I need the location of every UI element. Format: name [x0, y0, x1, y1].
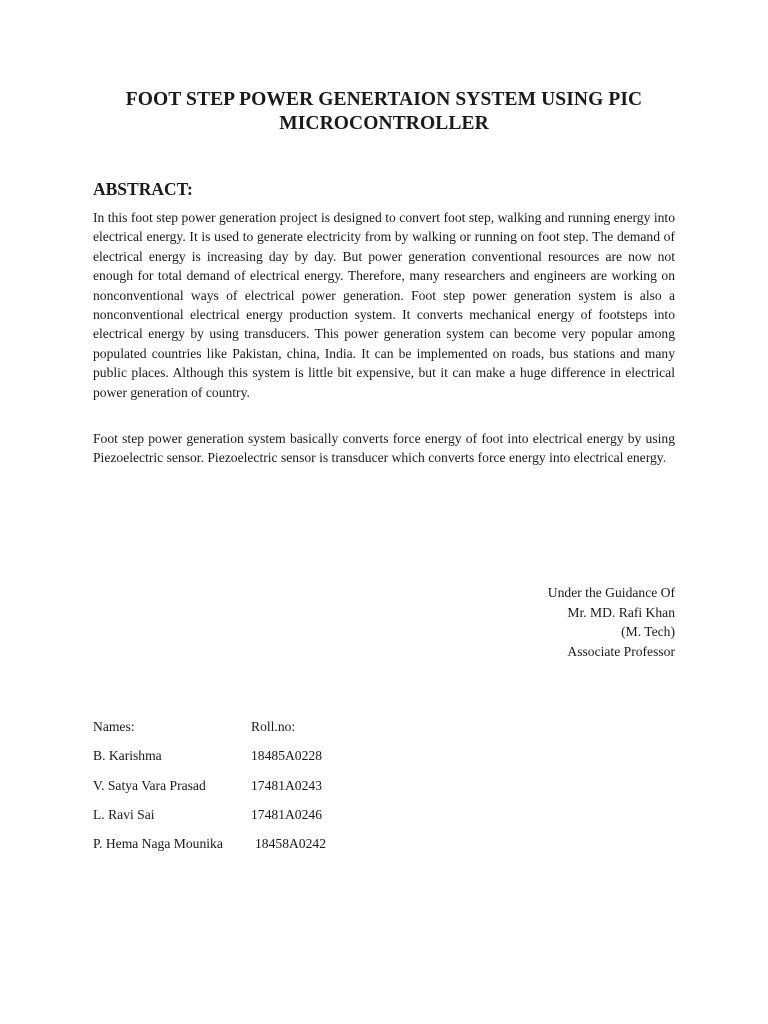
student-roll-number: 18485A0228 [251, 748, 322, 764]
abstract-paragraph-1: In this foot step power generation project is designed to convert foot step, walking and running energy into electrical energy. It is used to generate electricity from by walking or running on foot step. The demand of electrical energy is increasing day by day. But power generation conventional resources are now not enough for total demand of electrical energy. Therefore, many researchers and engineers are working on nonconventional ways of electrical power generation. Foot step power generation system is also a nonconventional electrical energy production system. It converts mechanical energy of footsteps into electrical energy by using transducers. This power generation system can become very popular among populated countries like Pakistan, china, India. It can be implemented on roads, bus stations and many public places. Although this system is little bit expensive, but it can make a huge difference in electrical power generation of country. [93, 210, 675, 400]
student-roll-number: 17481A0246 [251, 806, 322, 822]
roster-header-row [93, 717, 493, 746]
student-name: B. Karishma [93, 748, 162, 764]
student-name: L. Ravi Sai [93, 806, 155, 822]
abstract-heading: ABSTRACT: [93, 179, 193, 199]
guide-designation: Associate Professor [567, 643, 675, 659]
student-name: P. Hema Naga Mounika [93, 836, 223, 852]
roll-column-header: Roll.no: [251, 719, 296, 734]
student-row [93, 805, 493, 834]
student-row [93, 776, 493, 805]
student-name: V. Satya Vara Prasad [93, 777, 206, 793]
guidance-caption: Under the Guidance Of [547, 585, 675, 600]
title-line-2: MICROCONTROLLER [279, 113, 489, 134]
student-roll-number: 17481A0243 [251, 777, 322, 793]
student-roll-number: 18458A0242 [255, 836, 326, 852]
student-roster [93, 717, 493, 863]
guide-qualification: (M. Tech) [621, 624, 675, 640]
student-row [93, 834, 493, 863]
guidance-block [375, 583, 675, 661]
title-line-1: FOOT STEP POWER GENERTAION SYSTEM USING PIC [125, 89, 643, 110]
document-title [93, 88, 675, 136]
names-column-header: Names: [93, 719, 135, 734]
guide-name: Mr. MD. Rafi Khan [567, 604, 675, 620]
student-row [93, 746, 493, 775]
abstract-paragraph-2: Foot step power generation system basically converts force energy of foot into electrical energy by using Piezoelectric sensor. Piezoelectric sensor is transducer which converts force energy into electrical energy. [93, 431, 675, 466]
